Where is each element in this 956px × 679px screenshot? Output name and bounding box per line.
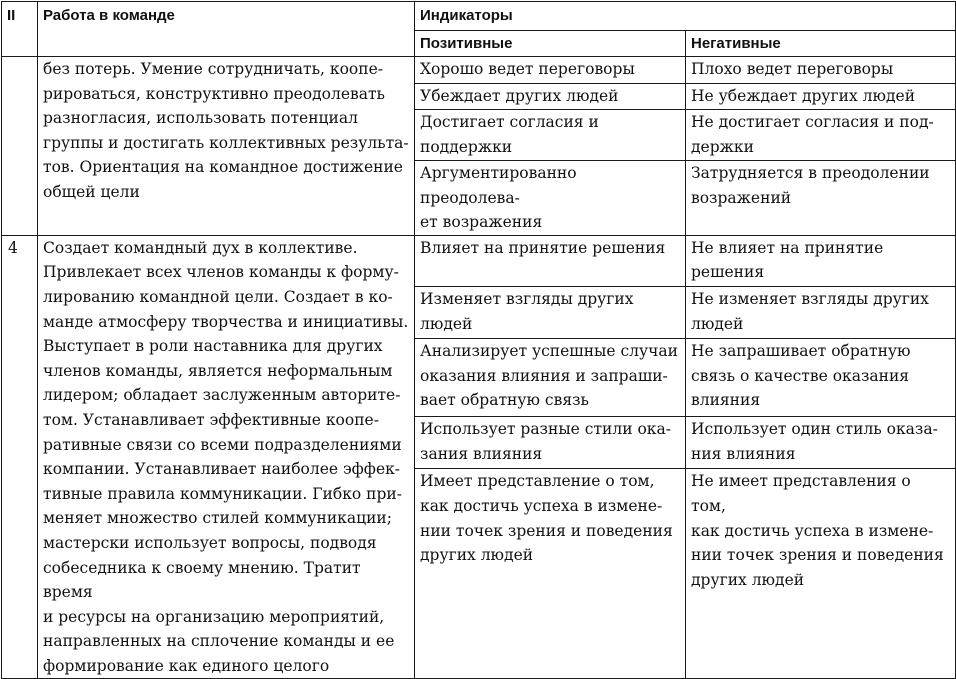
table-row: [2, 57, 956, 84]
positive-indicator: Влияет на принятие решения: [415, 235, 686, 286]
header-title: Работа в команде: [38, 2, 415, 57]
header-positive: Позитивные: [415, 31, 686, 57]
section-description: без потерь. Умение сотрудничать, коопе- рироваться, конструктивно преодолевать разногласия, использовать потенциал группы и достигать коллективных результа- тов. Ориентация на командное достижение общей цели: [38, 57, 415, 236]
negative-indicator: Не изменяет взгляды других людей: [686, 286, 956, 338]
positive-indicator: Изменяет взгляды других людей: [415, 286, 686, 338]
header-indicators: Индикаторы: [415, 2, 956, 31]
negative-indicator: Плохо ведет переговоры: [686, 57, 956, 84]
negative-indicator: Затрудняется в преодолении возражений: [686, 161, 956, 236]
negative-indicator: Не влияет на принятие решения: [686, 235, 956, 286]
section-description: Создает командный дух в коллективе. Привлекает всех членов команды к форму- лированию командной цели. Создает в ко- манде атмосферу творчества и инициативы. Выступает в роли наставника для других членов команды, является неформальным лидером; обладает заслуженным авторите- том. Устанавливает эффективные коопе- ративные связи со всеми подразделениями компании. Устанавливает наиболее эффек- тивные правила коммуникации. Гибко при- меняет множество стилей коммуникации; мастерски использует вопросы, подводя собеседника к своему мнению. Тратит время и ресурсы на организацию мероприятий, направленных на сплочение команды и ее формирование как единого целого: [38, 235, 415, 679]
positive-indicator: Убеждает других людей: [415, 84, 686, 110]
positive-indicator: Имеет представление о том, как достичь успеха в измене- нии точек зрения и поведения других людей: [415, 469, 686, 679]
header-negative: Негативные: [686, 31, 956, 57]
positive-indicator: Хорошо ведет переговоры: [415, 57, 686, 84]
positive-indicator: Анализирует успешные случаи оказания влияния и запраши- вает обратную связь: [415, 338, 686, 417]
header-row: [2, 2, 956, 31]
positive-indicator: Достигает согласия и поддержки: [415, 110, 686, 161]
table-row: [2, 235, 956, 286]
negative-indicator: Не запрашивает обратную связь о качестве оказания влияния: [686, 338, 956, 417]
competency-table: [1, 1, 956, 679]
positive-indicator: Использует разные стили ока- зания влияния: [415, 417, 686, 469]
header-num: II: [2, 2, 38, 57]
positive-indicator: Аргументированно преодолева- ет возражения: [415, 161, 686, 236]
negative-indicator: Использует один стиль оказа- ния влияния: [686, 417, 956, 469]
negative-indicator: Не достигает согласия и под- держки: [686, 110, 956, 161]
section-num: 4: [2, 235, 38, 679]
section-num: [2, 57, 38, 236]
negative-indicator: Не убеждает других людей: [686, 84, 956, 110]
negative-indicator: Не имеет представления о том, как достичь успеха в измене- нии точек зрения и поведения других людей: [686, 469, 956, 679]
